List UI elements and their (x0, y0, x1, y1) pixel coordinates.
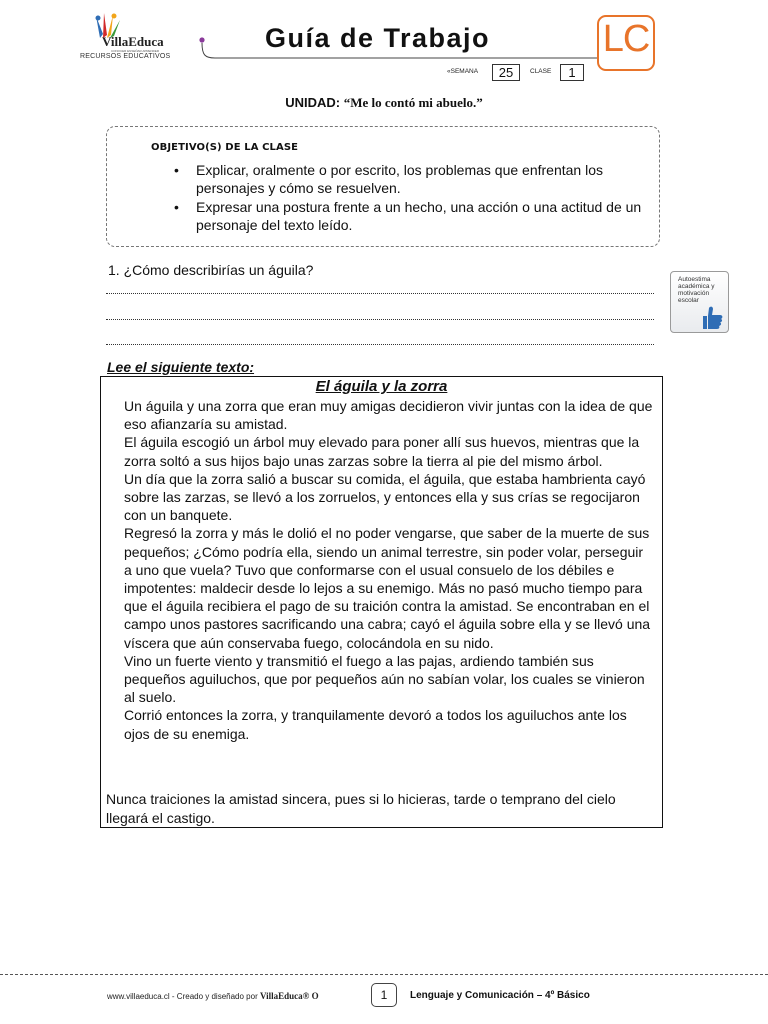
page-number: 1 (371, 983, 397, 1007)
footer-brand: VillaEduca® O (259, 991, 319, 1001)
footer-credit-text: www.villaeduca.cl - Creado y diseñado por (107, 992, 260, 1001)
logo-subtitle: RECURSOS EDUCATIVOS (80, 53, 171, 60)
clase-value: 1 (560, 64, 584, 81)
autoestima-badge (670, 271, 729, 333)
story-paragraph: Un día que la zorra salió a buscar su comida, el águila, que estaba hambrienta cayó sobre las zarzas, se llevó a los zorruelos, y entonces ella y sus crías se regocijaron con un banquete. (124, 470, 646, 524)
objectives-list (174, 161, 660, 235)
answer-line-1[interactable] (106, 292, 654, 294)
question-1: 1. ¿Cómo describirías un águila? (108, 262, 314, 278)
footer-subject: Lenguaje y Comunicación – 4º Básico (410, 990, 590, 1001)
objective-item: • Expresar una postura frente a un hecho, una acción o una actitud de un personaje del texto leído. (174, 198, 660, 234)
unidad-heading (0, 95, 768, 111)
logo-tagline: CONOCER ENSEÑAR APRENDER (111, 49, 160, 53)
story-paragraph: Regresó la zorra y más le dolió el no poder vengarse, que saber de la muerte de sus pequeños; ¿Cómo podría ella, siendo un animal terrestre, sin poder volar, perseguir a uno que vuela? Tuvo que conformarse con el usual consuelo de los débiles e impotentes: maldecir desde lo lejos a su enemigo. Más no pasó mucho tiempo para que el águila recibiera el pago de su traición contra la amistad. Se encontraban en el campo unos pastores sacrificando una cabra; cayó el águila sobre ella y se llevó una víscera que aún conservaba fuego, colocándola en su nido. (124, 525, 651, 651)
story-title: El águila y la zorra (315, 378, 448, 395)
logo-brand: VillaEduca (102, 34, 164, 49)
semana-label: «SEMANA (447, 68, 479, 75)
thumbs-up-icon (701, 305, 725, 331)
reading-instruction: Lee el siguiente texto: (107, 359, 255, 375)
story-paragraph: Vino un fuerte viento y transmitió el fuego a las pajas, ardiendo también sus pequeños aguiluchos, que por pequeños aún no sabían volar, los cuales se vinieron al suelo. (124, 652, 645, 706)
subject-badge: LC (602, 18, 650, 60)
page-title: Guía de Trabajo (265, 23, 491, 53)
unidad-label: UNIDAD: (285, 95, 341, 110)
story-moral: Nunca traiciones la amistad sincera, pues si lo hicieras, tarde o temprano del cielo llegará el castigo. (106, 791, 616, 826)
semana-value: 25 (492, 64, 520, 81)
story-paragraph: El águila escogió un árbol muy elevado para poner allí sus huevos, mientras que la zorra soltó a sus hijos bajo unas zarzas sobre la tierra al pie del mismo árbol. (124, 434, 640, 469)
answer-line-3[interactable] (106, 343, 654, 345)
story-paragraph: Un águila y una zorra que eran muy amigas decidieron vivir juntas con la idea de que eso afianzaría su amistad. (124, 398, 653, 433)
autoestima-badge-text: Autoestima académica y motivación escolar (678, 276, 715, 304)
unidad-value: “Me lo contó mi abuelo.” (343, 95, 483, 110)
footer-rule (0, 974, 768, 975)
story-body (124, 397, 654, 743)
clase-label: CLASE (530, 68, 552, 75)
objectives-title: OBJETIVO(S) DE LA CLASE (151, 142, 299, 153)
footer-credit (107, 991, 319, 1001)
objective-item: • Explicar, oralmente o por escrito, los problemas que enfrentan los personajes y cómo se resuelven. (174, 161, 660, 197)
story-paragraph: Corrió entonces la zorra, y tranquilamente devoró a todos los aguiluchos ante los ojos de su enemiga. (124, 707, 627, 742)
answer-line-2[interactable] (106, 318, 654, 320)
